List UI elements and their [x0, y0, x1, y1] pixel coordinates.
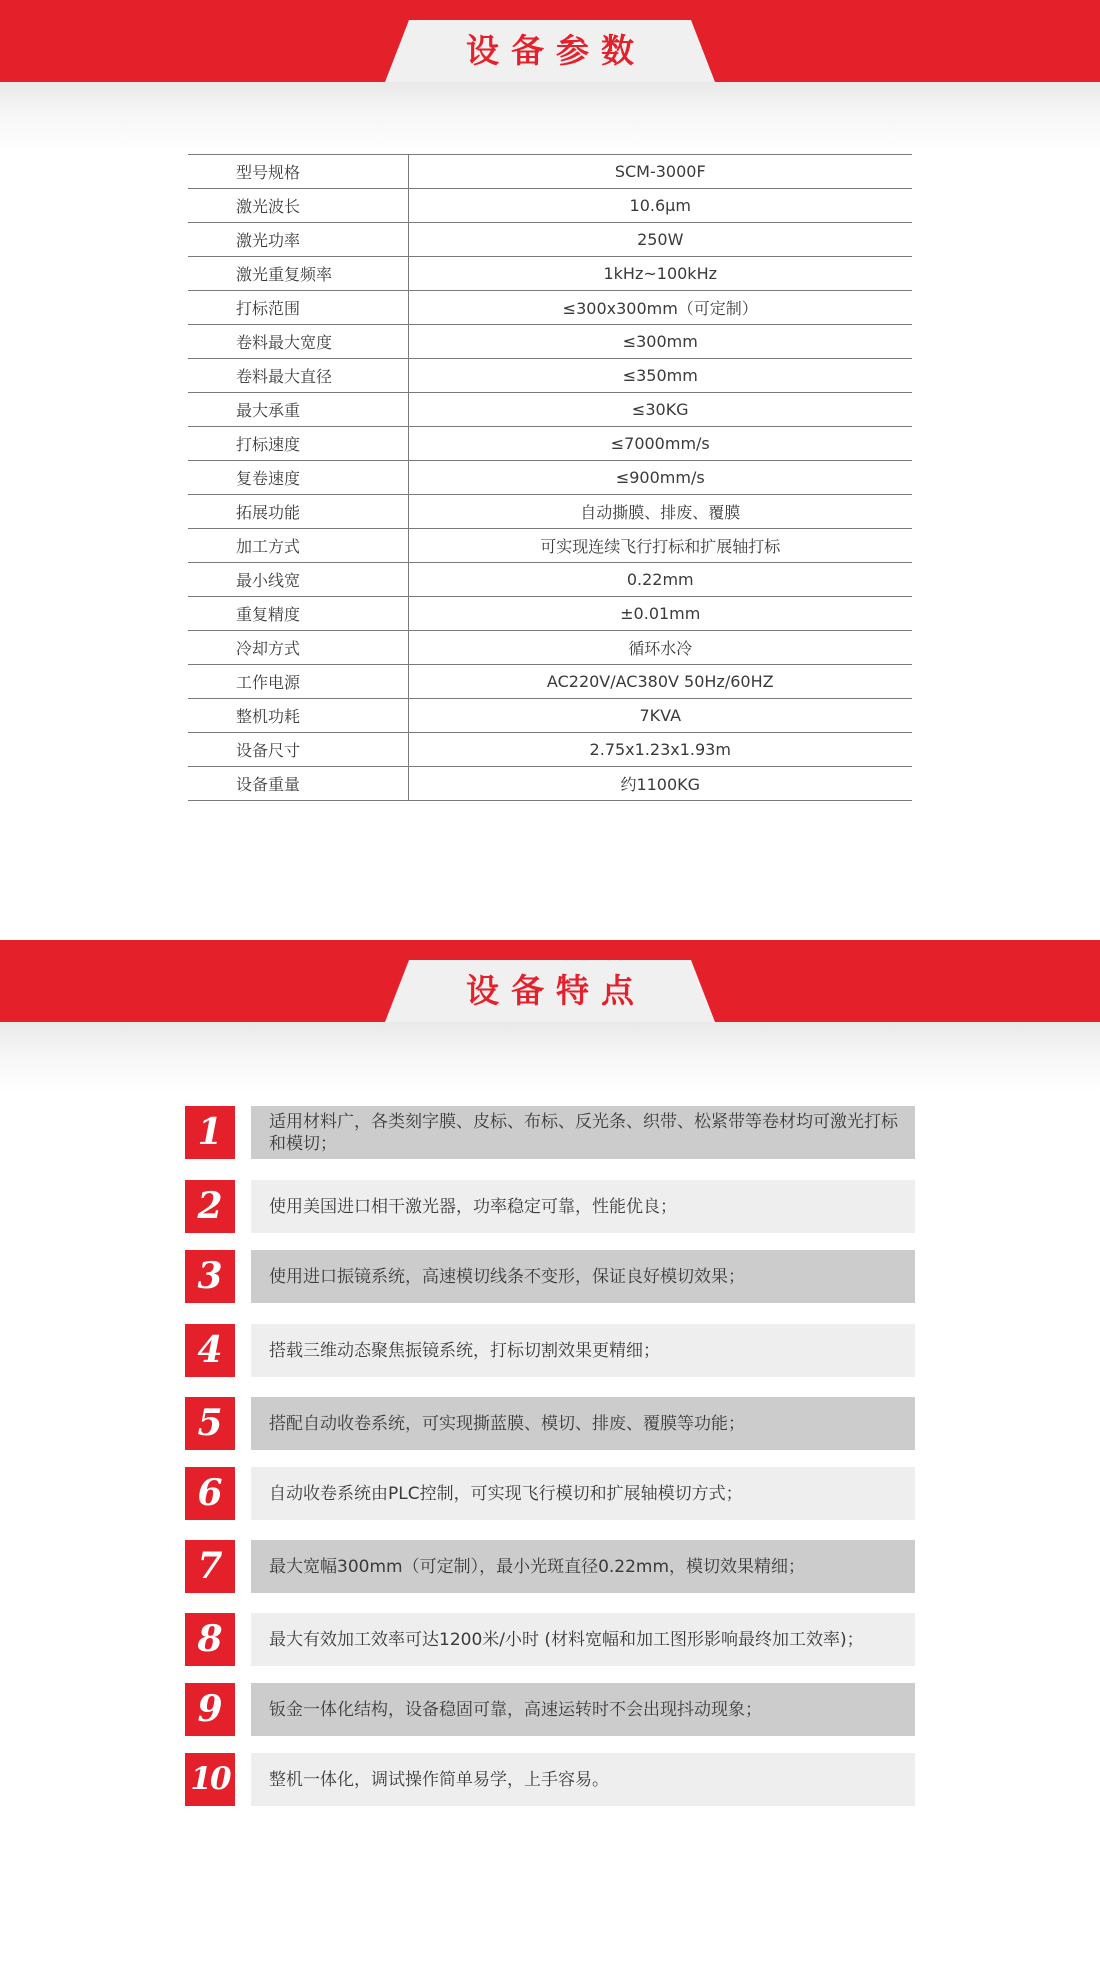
- spec-label: 卷料最大直径: [188, 359, 408, 393]
- spec-label: 打标范围: [188, 291, 408, 325]
- spec-label: 激光重复频率: [188, 257, 408, 291]
- spec-value: ≤350mm: [408, 359, 912, 393]
- feature-number-badge: 6: [185, 1467, 235, 1520]
- spec-row: [188, 733, 912, 767]
- spec-value: 循环水冷: [408, 631, 912, 665]
- feature-number-badge: 3: [185, 1250, 235, 1303]
- feature-number-badge: 9: [185, 1683, 235, 1736]
- feature-text: 自动收卷系统由PLC控制，可实现飞行模切和扩展轴模切方式；: [269, 1483, 743, 1504]
- spec-value: 可实现连续飞行打标和扩展轴打标: [408, 529, 912, 563]
- feature-text-bar: [251, 1106, 915, 1159]
- feature-item: [185, 1250, 915, 1303]
- feature-text: 适用材料广，各类刻字膜、皮标、布标、反光条、织带、松紧带等卷材均可激光打标和模切；: [269, 1111, 898, 1154]
- spec-label: 激光波长: [188, 189, 408, 223]
- spec-label: 卷料最大宽度: [188, 325, 408, 359]
- spec-row: [188, 155, 912, 189]
- feature-item: [185, 1397, 915, 1450]
- spec-label: 最小线宽: [188, 563, 408, 597]
- spec-value: 2.75x1.23x1.93m: [408, 733, 912, 767]
- feature-item: [185, 1753, 915, 1806]
- feature-number-badge: 8: [185, 1613, 235, 1666]
- feature-text-bar: [251, 1180, 915, 1233]
- features-banner-shadow: [0, 1022, 1100, 1092]
- spec-row: [188, 393, 912, 427]
- feature-number-badge: 10: [185, 1753, 235, 1806]
- feature-text-bar: [251, 1467, 915, 1520]
- spec-row: [188, 529, 912, 563]
- spec-label: 激光功率: [188, 223, 408, 257]
- spec-row: [188, 699, 912, 733]
- feature-text-bar: [251, 1683, 915, 1736]
- feature-number-badge: 7: [185, 1540, 235, 1593]
- spec-label: 整机功耗: [188, 699, 408, 733]
- feature-number-badge: 4: [185, 1324, 235, 1377]
- spec-value: SCM-3000F: [408, 155, 912, 189]
- feature-text-bar: [251, 1324, 915, 1377]
- spec-label: 重复精度: [188, 597, 408, 631]
- spec-row: [188, 257, 912, 291]
- spec-label: 拓展功能: [188, 495, 408, 529]
- spec-value: ≤30KG: [408, 393, 912, 427]
- spec-value: AC220V/AC380V 50Hz/60HZ: [408, 665, 912, 699]
- spec-label: 加工方式: [188, 529, 408, 563]
- spec-label: 设备尺寸: [188, 733, 408, 767]
- spec-row: [188, 461, 912, 495]
- feature-text: 最大宽幅300mm（可定制），最小光斑直径0.22mm，模切效果精细；: [269, 1556, 806, 1577]
- spec-value: ±0.01mm: [408, 597, 912, 631]
- spec-label: 复卷速度: [188, 461, 408, 495]
- feature-text-bar: [251, 1613, 915, 1666]
- feature-text: 最大有效加工效率可达1200米/小时 (材料宽幅和加工图形影响最终加工效率)；: [269, 1629, 864, 1650]
- feature-text-bar: [251, 1753, 915, 1806]
- feature-text-bar: [251, 1250, 915, 1303]
- spec-label: 型号规格: [188, 155, 408, 189]
- feature-text: 搭载三维动态聚焦振镜系统，打标切割效果更精细；: [269, 1340, 660, 1361]
- spec-value: 0.22mm: [408, 563, 912, 597]
- feature-item: [185, 1683, 915, 1736]
- spec-label: 冷却方式: [188, 631, 408, 665]
- spec-value: 10.6μm: [408, 189, 912, 223]
- features-section-title: 设备特点: [466, 971, 646, 1010]
- spec-label: 最大承重: [188, 393, 408, 427]
- feature-item: [185, 1613, 915, 1666]
- feature-text-bar: [251, 1397, 915, 1450]
- feature-item: [185, 1467, 915, 1520]
- spec-value: ≤300mm: [408, 325, 912, 359]
- spec-row: [188, 631, 912, 665]
- spec-table: [188, 154, 912, 801]
- spec-label: 设备重量: [188, 767, 408, 801]
- feature-text: 整机一体化，调试操作简单易学，上手容易。: [269, 1769, 609, 1790]
- feature-item: [185, 1324, 915, 1377]
- spec-row: [188, 325, 912, 359]
- spec-row: [188, 291, 912, 325]
- spec-value: 1kHz~100kHz: [408, 257, 912, 291]
- feature-text: 钣金一体化结构，设备稳固可靠，高速运转时不会出现抖动现象；: [269, 1699, 762, 1720]
- spec-label: 打标速度: [188, 427, 408, 461]
- spec-value: 约1100KG: [408, 767, 912, 801]
- spec-value: ≤7000mm/s: [408, 427, 912, 461]
- feature-number-badge: 5: [185, 1397, 235, 1450]
- spec-value: 7KVA: [408, 699, 912, 733]
- spec-value: 250W: [408, 223, 912, 257]
- feature-text: 使用美国进口相干激光器，功率稳定可靠，性能优良；: [269, 1196, 677, 1217]
- feature-text: 搭配自动收卷系统，可实现撕蓝膜、模切、排废、覆膜等功能；: [269, 1413, 745, 1434]
- spec-row: [188, 665, 912, 699]
- feature-item: [185, 1540, 915, 1593]
- params-section-title: 设备参数: [466, 31, 646, 70]
- feature-item: [185, 1106, 915, 1159]
- spec-row: [188, 767, 912, 801]
- spec-row: [188, 427, 912, 461]
- spec-value: ≤900mm/s: [408, 461, 912, 495]
- feature-text: 使用进口振镜系统，高速模切线条不变形，保证良好模切效果；: [269, 1266, 745, 1287]
- spec-row: [188, 359, 912, 393]
- spec-row: [188, 495, 912, 529]
- feature-number-badge: 1: [185, 1106, 235, 1159]
- spec-row: [188, 597, 912, 631]
- spec-value: 自动撕膜、排废、覆膜: [408, 495, 912, 529]
- spec-row: [188, 189, 912, 223]
- feature-number-badge: 2: [185, 1180, 235, 1233]
- spec-value: ≤300x300mm（可定制）: [408, 291, 912, 325]
- params-banner-shadow: [0, 82, 1100, 152]
- spec-row: [188, 563, 912, 597]
- spec-label: 工作电源: [188, 665, 408, 699]
- feature-item: [185, 1180, 915, 1233]
- feature-text-bar: [251, 1540, 915, 1593]
- spec-row: [188, 223, 912, 257]
